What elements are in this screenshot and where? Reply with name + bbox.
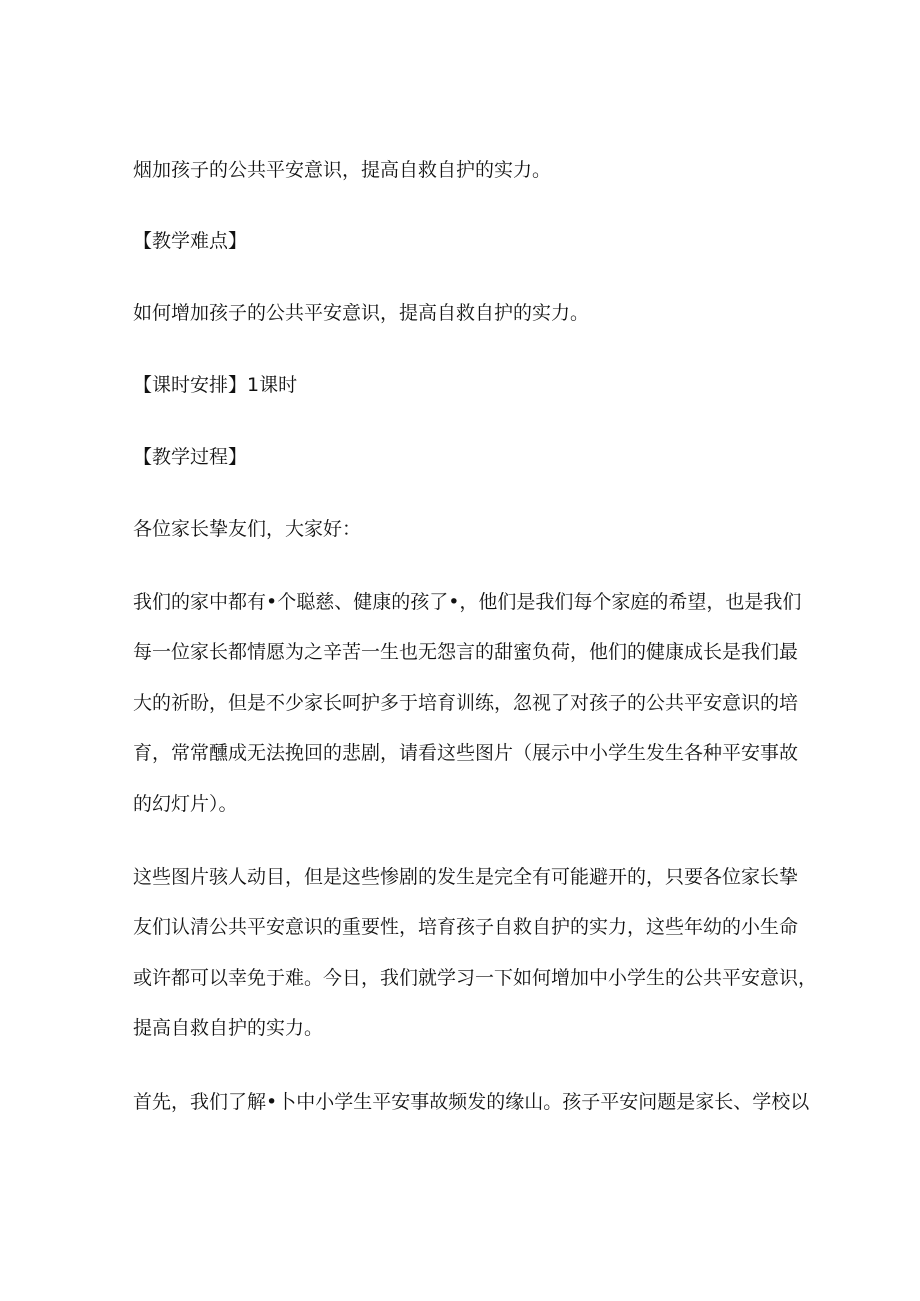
text-line-paragraph1-5: 的幻灯片）。 <box>133 793 238 815</box>
text-line-paragraph1-4: 育，常常醺成无法挽回的悲剧，请看这些图片（展示中小学生发生各种平安事故 <box>133 742 799 764</box>
text-line-paragraph2-4: 提高自救自护的实力。 <box>133 1017 324 1039</box>
heading-teaching-difficulty: 【教学难点】 <box>133 230 248 252</box>
text-line-difficulty: 如何增加孩子的公共平安意识，提高自救自护的实力。 <box>133 302 590 324</box>
text-line-greeting: 各位家长挚友们，大家好： <box>133 518 362 540</box>
text-line-paragraph3-1: 首先，我们了解•卜中小学生平安事故频发的缘山。孩子平安问题是家长、学校以 <box>133 1091 810 1113</box>
text-line-paragraph2-1: 这些图片骇人动目，但是这些惨剧的发生是完全有可能避开的，只要各位家长挚 <box>133 866 799 888</box>
heading-class-schedule: 【课时安排】1课时 <box>133 374 298 396</box>
text-line-paragraph1-3: 大的祈盼，但是不少家长呵护多于培育训练，忽视了对孩子的公共平安意识的培 <box>133 692 799 714</box>
text-line-goal-continuation: 烟加孩子的公共平安意识，提高自救自护的实力。 <box>133 159 552 181</box>
text-line-paragraph2-2: 友们认清公共平安意识的重要性，培育孩子自救自护的实力，这些年幼的小生命 <box>133 916 799 938</box>
heading-teaching-process: 【教学过程】 <box>133 446 248 468</box>
text-line-paragraph1-2: 每一位家长都情愿为之辛苦一生也无怨言的甜蜜负荷，他们的健康成长是我们最 <box>133 641 799 663</box>
text-line-paragraph2-3: 或许都可以幸免于难。今日，我们就学习一下如何增加中小学生的公共平安意识， <box>133 967 818 989</box>
text-line-paragraph1-1: 我们的家中都有•个聪慈、健康的孩了•，他们是我们每个家庭的希望，也是我们 <box>133 591 802 613</box>
